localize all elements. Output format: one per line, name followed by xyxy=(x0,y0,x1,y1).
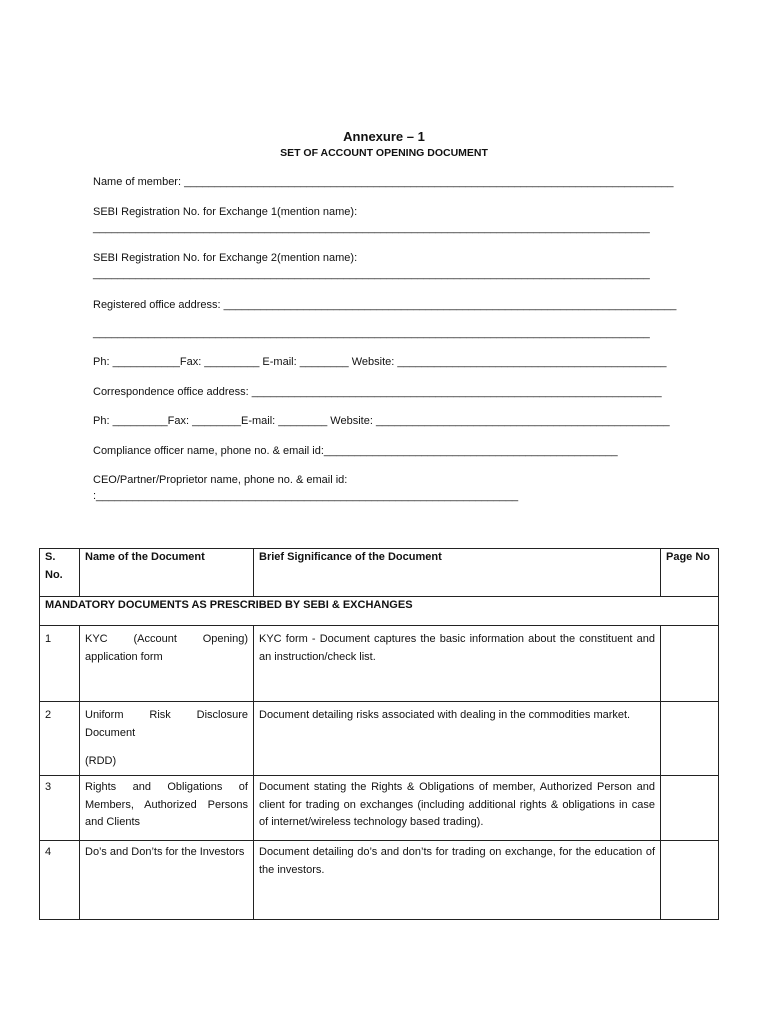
row-sno: 2 xyxy=(40,702,80,776)
row-page-no xyxy=(661,841,719,920)
sebi-registration-2-blank: ___________________________________________________________________________________________ xyxy=(93,268,650,280)
row-sno: 4 xyxy=(40,841,80,920)
correspondence-office-field: Correspondence office address: ___________________________________________________________________ xyxy=(93,386,662,398)
ceo-details-blank: :_____________________________________________________________________ xyxy=(93,490,519,502)
row-document-name: Uniform Risk Disclosure Document xyxy=(85,709,248,739)
row-significance: Document stating the Rights & Obligations of member, Authorized Person and client for trading on exchanges (including additional rights & obligations in case of internet/wireless technology based trading). xyxy=(254,776,661,841)
table-row xyxy=(40,702,719,776)
sebi-registration-2-label: SEBI Registration No. for Exchange 2(mention name): xyxy=(93,252,358,264)
section-row xyxy=(40,597,719,626)
page-title: Annexure – 1 xyxy=(343,129,425,144)
registered-office-field: Registered office address: __________________________________________________________________________ xyxy=(93,299,677,311)
row-page-no xyxy=(661,776,719,841)
table-row xyxy=(40,626,719,702)
row-sno: 1 xyxy=(40,626,80,702)
name-of-member-field: Name of member: ________________________________________________________________________________ xyxy=(93,176,674,188)
compliance-officer-field: Compliance officer name, phone no. & email id:________________________________________________ xyxy=(93,445,618,457)
row-document-name: KYC (Account Opening) application form xyxy=(80,626,254,702)
table-header-row xyxy=(40,549,719,597)
row-sno: 3 xyxy=(40,776,80,841)
page-subtitle: SET OF ACCOUNT OPENING DOCUMENT xyxy=(280,147,488,159)
row-significance: KYC form - Document captures the basic information about the constituent and an instruction/check list. xyxy=(254,626,661,702)
sebi-registration-1-blank: ___________________________________________________________________________________________ xyxy=(93,222,650,234)
contact-line-2: Ph: _________Fax: ________E-mail: ________ Website: ________________________________________________ xyxy=(93,415,670,427)
row-document-name: Rights and Obligations of Members, Authorized Persons and Clients xyxy=(80,776,254,841)
table-row xyxy=(40,776,719,841)
table-row xyxy=(40,841,719,920)
header-document-name: Name of the Document xyxy=(80,549,254,597)
row-significance: Document detailing do’s and don’ts for trading on exchange, for the education of the investors. xyxy=(254,841,661,920)
ceo-details-label: CEO/Partner/Proprietor name, phone no. & email id: xyxy=(93,474,348,486)
row-document-name-cell xyxy=(80,702,254,776)
row-significance: Document detailing risks associated with dealing in the commodities market. xyxy=(254,702,661,776)
row-document-name: Do’s and Don’ts for the Investors xyxy=(80,841,254,920)
header-page-no: Page No xyxy=(661,549,719,597)
sebi-registration-1-label: SEBI Registration No. for Exchange 1(mention name): xyxy=(93,206,358,218)
row-page-no xyxy=(661,702,719,776)
header-sno: S. No. xyxy=(40,549,80,597)
row-page-no xyxy=(661,626,719,702)
row-document-abbreviation: (RDD) xyxy=(85,755,117,767)
contact-line-1: Ph: ___________Fax: _________ E-mail: ________ Website: ____________________________________________ xyxy=(93,356,667,368)
documents-table xyxy=(39,548,719,920)
section-title: MANDATORY DOCUMENTS AS PRESCRIBED BY SEBI & EXCHANGES xyxy=(40,597,719,626)
header-significance: Brief Significance of the Document xyxy=(254,549,661,597)
registered-office-blank: ___________________________________________________________________________________________ xyxy=(93,327,650,339)
